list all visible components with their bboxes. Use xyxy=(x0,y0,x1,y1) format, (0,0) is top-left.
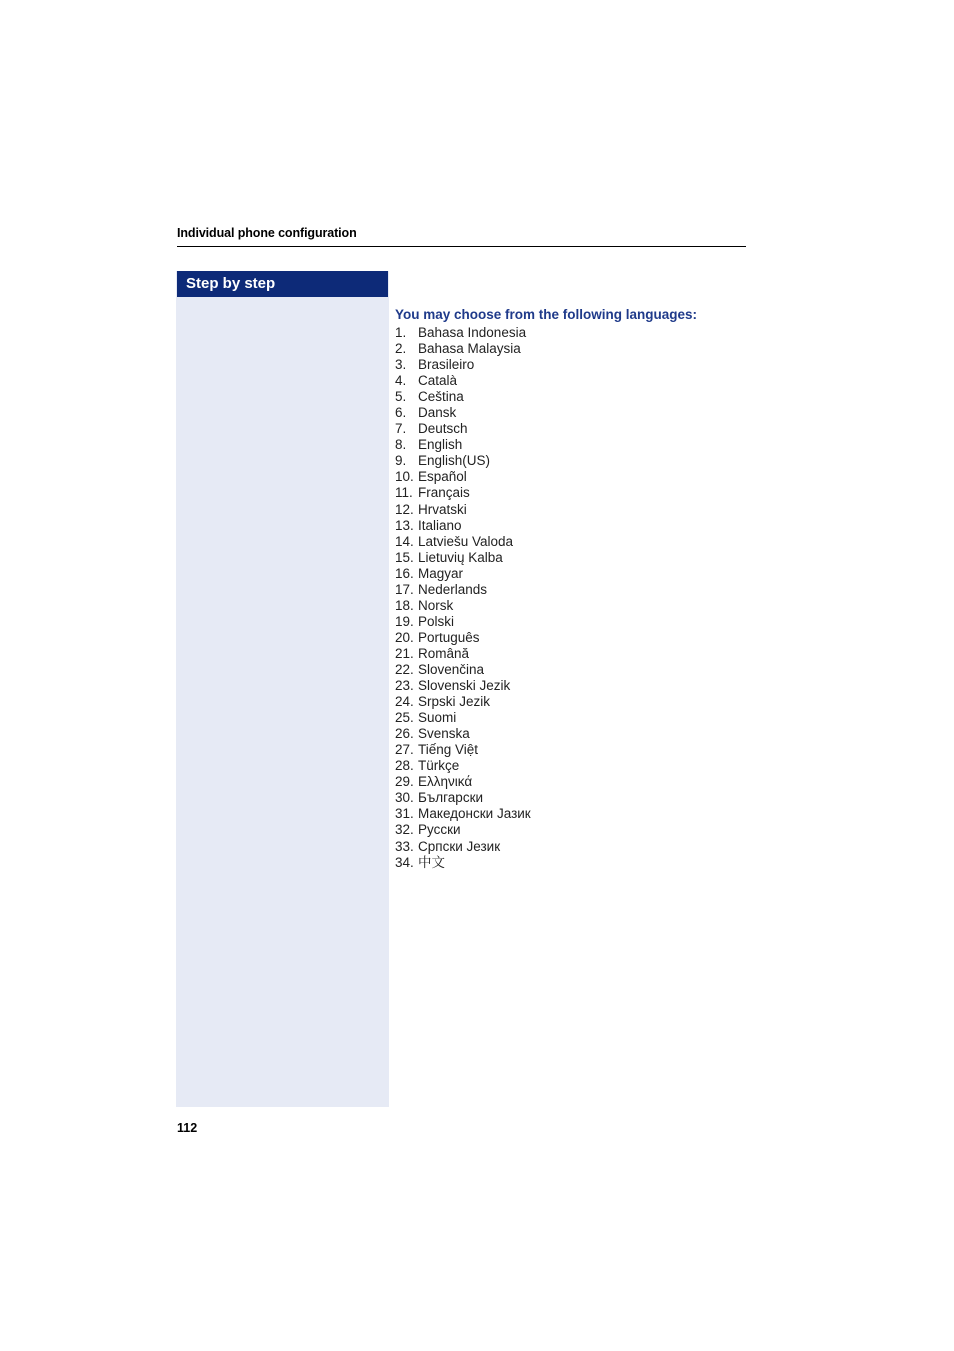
language-number: 6. xyxy=(395,405,407,421)
step-by-step-column xyxy=(176,271,389,1107)
language-name: English xyxy=(418,437,463,453)
language-item xyxy=(395,550,745,566)
language-number: 29. xyxy=(395,774,414,790)
language-name: Slovenčina xyxy=(418,661,485,677)
language-number: 30. xyxy=(395,790,414,806)
language-number: 8. xyxy=(395,437,407,453)
language-item xyxy=(395,518,745,534)
language-item xyxy=(395,453,745,469)
language-number: 1. xyxy=(395,325,407,340)
language-name: Srpski Jezik xyxy=(418,694,491,710)
language-number: 19. xyxy=(395,613,414,629)
language-item xyxy=(395,822,745,838)
language-number: 22. xyxy=(395,661,414,677)
language-name: Português xyxy=(418,629,480,645)
language-item xyxy=(395,694,745,710)
language-name: Lietuvių Kalba xyxy=(418,549,503,565)
language-number: 34. xyxy=(395,854,414,870)
language-name: Slovenski Jezik xyxy=(418,678,511,694)
language-name: Català xyxy=(418,373,458,389)
language-number: 18. xyxy=(395,597,414,613)
language-number: 14. xyxy=(395,533,414,549)
language-name: Nederlands xyxy=(418,581,488,597)
language-name: Ελληνικά xyxy=(418,774,473,790)
language-item xyxy=(395,646,745,662)
language-item xyxy=(395,421,745,437)
language-item xyxy=(395,662,745,678)
language-item xyxy=(395,678,745,694)
language-number: 3. xyxy=(395,357,407,373)
language-number: 25. xyxy=(395,710,414,726)
language-item xyxy=(395,806,745,822)
language-name: Română xyxy=(418,645,470,661)
language-name: Deutsch xyxy=(418,421,468,437)
language-item xyxy=(395,630,745,646)
language-number: 28. xyxy=(395,758,414,774)
language-item xyxy=(395,485,745,501)
language-number: 26. xyxy=(395,726,414,742)
language-name: Italiano xyxy=(418,517,462,533)
language-item xyxy=(395,742,745,758)
language-number: 32. xyxy=(395,822,414,838)
language-name: 中文 xyxy=(418,854,445,870)
language-name: Suomi xyxy=(418,710,457,726)
language-number: 20. xyxy=(395,629,414,645)
language-name: Brasileiro xyxy=(418,357,475,373)
language-number: 21. xyxy=(395,645,414,661)
language-item xyxy=(395,839,745,855)
language-item xyxy=(395,325,745,341)
language-number: 15. xyxy=(395,549,414,565)
language-name: Türkçe xyxy=(418,758,460,774)
header-divider xyxy=(177,246,746,247)
language-name: Македонски Јазик xyxy=(418,806,531,822)
language-name: Српски Језик xyxy=(418,838,501,854)
language-item xyxy=(395,502,745,518)
language-name: Norsk xyxy=(418,597,454,613)
step-by-step-heading: Step by step xyxy=(177,271,388,297)
main-content xyxy=(395,306,745,871)
language-name: Svenska xyxy=(418,726,470,742)
language-number: 10. xyxy=(395,469,414,485)
language-item xyxy=(395,758,745,774)
language-item xyxy=(395,566,745,582)
language-number: 23. xyxy=(395,678,414,694)
language-name: Polski xyxy=(418,613,455,629)
language-number: 12. xyxy=(395,501,414,517)
language-item xyxy=(395,341,745,357)
language-item xyxy=(395,598,745,614)
language-number: 2. xyxy=(395,341,407,357)
language-number: 9. xyxy=(395,453,407,469)
language-name: Ceština xyxy=(418,389,464,405)
language-number: 4. xyxy=(395,373,407,389)
language-item xyxy=(395,790,745,806)
language-name: Dansk xyxy=(418,405,457,421)
language-name: Français xyxy=(418,485,470,501)
language-item xyxy=(395,437,745,453)
language-number: 5. xyxy=(395,389,407,405)
language-item xyxy=(395,469,745,485)
language-name: Bahasa Malaysia xyxy=(418,341,521,357)
language-item xyxy=(395,774,745,790)
language-number: 11. xyxy=(395,485,413,501)
language-name: Български xyxy=(418,790,484,806)
language-item xyxy=(395,855,745,871)
page-header-title: Individual phone configuration xyxy=(177,226,357,240)
language-number: 16. xyxy=(395,565,414,581)
language-name: Latviešu Valoda xyxy=(418,533,514,549)
language-item xyxy=(395,534,745,550)
language-item xyxy=(395,405,745,421)
language-number: 31. xyxy=(395,806,414,822)
language-item xyxy=(395,726,745,742)
language-number: 13. xyxy=(395,517,414,533)
language-name: Hrvatski xyxy=(418,501,467,517)
language-name: Bahasa Indonesia xyxy=(418,325,527,340)
language-name: Русски xyxy=(418,822,461,838)
language-item xyxy=(395,710,745,726)
language-item xyxy=(395,582,745,598)
page-number: 112 xyxy=(177,1121,198,1135)
language-name: Español xyxy=(418,469,467,485)
language-item xyxy=(395,389,745,405)
language-number: 33. xyxy=(395,838,414,854)
language-name: English(US) xyxy=(418,453,491,469)
languages-intro: You may choose from the following languages: xyxy=(395,307,698,322)
language-number: 27. xyxy=(395,742,414,758)
language-name: Tiếng Việt xyxy=(418,742,479,758)
language-name: Magyar xyxy=(418,565,464,581)
language-number: 17. xyxy=(395,581,414,597)
language-number: 24. xyxy=(395,694,414,710)
language-item xyxy=(395,357,745,373)
language-list xyxy=(395,325,745,871)
language-number: 7. xyxy=(395,421,407,437)
language-item xyxy=(395,373,745,389)
language-item xyxy=(395,614,745,630)
